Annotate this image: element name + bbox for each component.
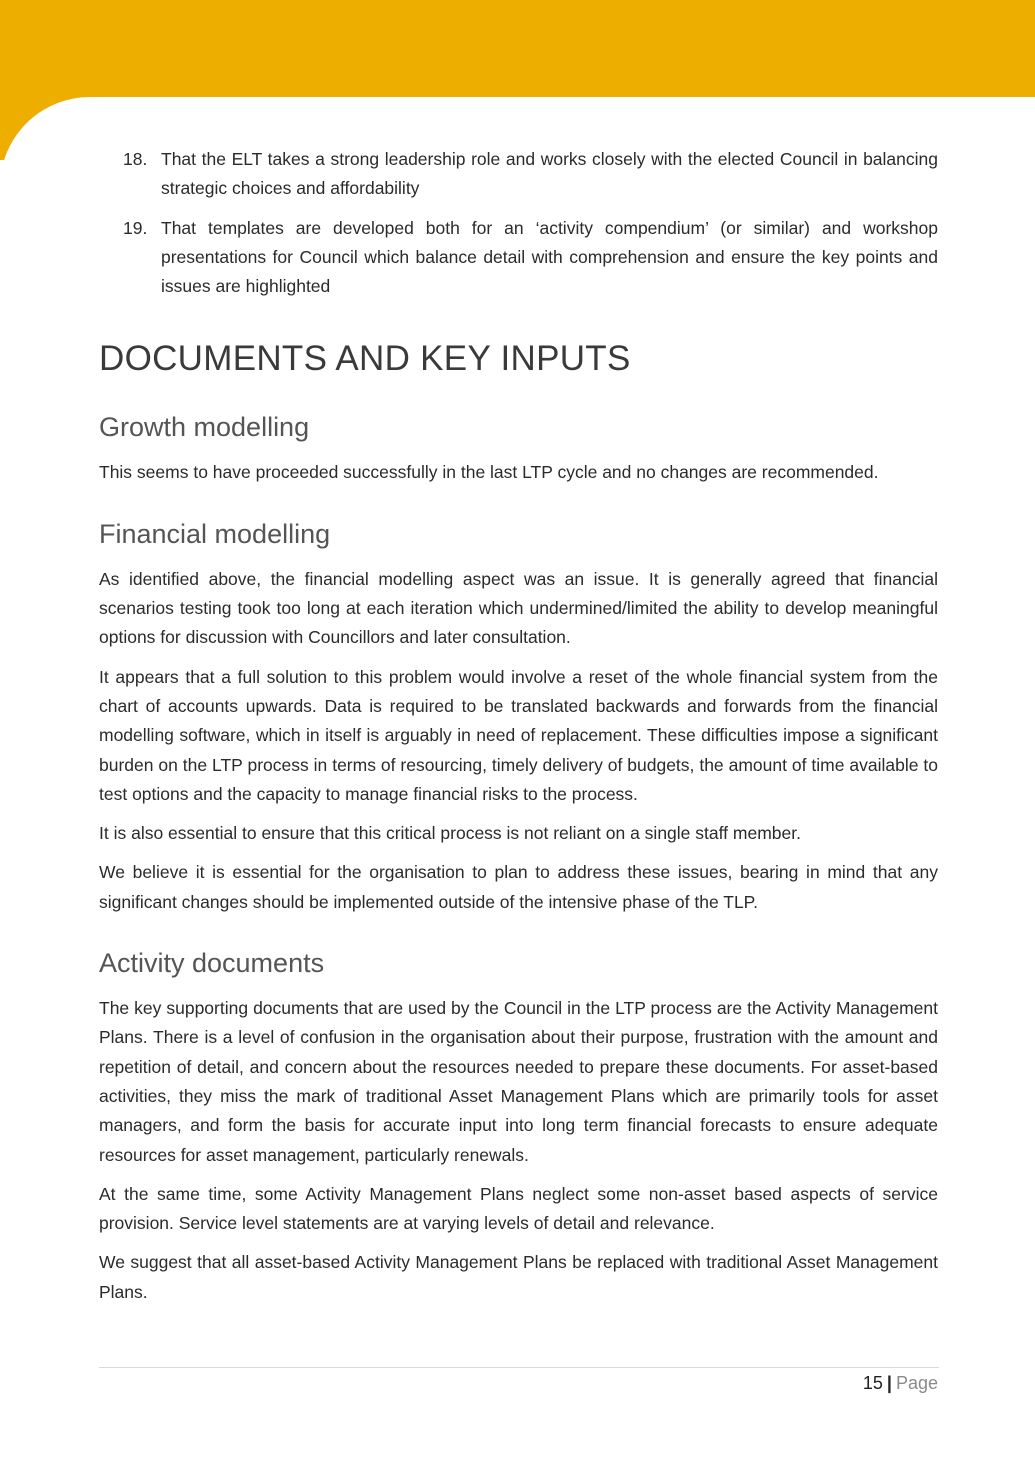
subsection-heading-financial: Financial modelling bbox=[99, 518, 331, 549]
section-title: DOCUMENTS AND KEY INPUTS bbox=[99, 339, 631, 379]
paragraph: At the same time, some Activity Management Plans neglect some non-asset based aspects of service provision. Service level statements are at varying levels of detail and relevance. bbox=[99, 1183, 938, 1234]
page-number: 15 bbox=[862, 1373, 883, 1393]
paragraph: The key supporting documents that are used by the Council in the LTP process are the Activity Management Plans. There is a level of confusion in the organisation about their purpose, frustration with the amount and repetition of detail, and concern about the resources needed to prepare these documents. For asset-based activities, they miss the mark of traditional Asset Management Plans which are primarily tools for asset managers, and form the basis for accurate input into long term financial forecasts to ensure adequate resources for asset management, particularly renewals. bbox=[99, 998, 938, 1165]
page-label: Page bbox=[895, 1373, 938, 1393]
page-content bbox=[99, 145, 938, 1317]
paragraph: We suggest that all asset-based Activity Management Plans be replaced with traditional Asset Management Plans. bbox=[99, 1252, 938, 1302]
recommendation-list bbox=[99, 145, 938, 301]
list-item bbox=[99, 145, 938, 204]
list-item-number: 18. bbox=[123, 149, 148, 169]
list-item-text: That templates are developed both for an ‘activity compendium’ (or similar) and workshop presentations for Council which balance detail with comprehension and ensure the key points and issues are highlighted bbox=[161, 217, 938, 297]
paragraph: We believe it is essential for the organisation to plan to address these issues, bearing in mind that any significant changes should be implemented outside of the intensive phase of the TLP. bbox=[99, 862, 938, 912]
subsection-heading-activity: Activity documents bbox=[99, 948, 325, 979]
paragraph: It appears that a full solution to this problem would involve a reset of the whole financial system from the chart of accounts upwards. Data is required to be translated backwards and forwards from the financial modelling software, which in itself is arguably in need of replacement. These difficulties impose a significant burden on the LTP process in terms of resourcing, timely delivery of budgets, the amount of time available to test options and the capacity to manage financial risks to the process. bbox=[99, 666, 938, 804]
paragraph: It is also essential to ensure that this critical process is not reliant on a single staff member. bbox=[99, 823, 801, 844]
list-item-number: 19. bbox=[123, 217, 148, 238]
footer-separator: | bbox=[886, 1373, 892, 1393]
subsection-heading-growth: Growth modelling bbox=[99, 412, 310, 443]
list-item-text: That the ELT takes a strong leadership role and works closely with the elected Council in balancing strategic choices and affordability bbox=[161, 149, 938, 199]
footer-divider bbox=[99, 1367, 939, 1368]
list-item bbox=[99, 214, 938, 302]
paragraph: This seems to have proceeded successfully in the last LTP cycle and no changes are recommended. bbox=[99, 462, 879, 483]
paragraph: As identified above, the financial modelling aspect was an issue. It is generally agreed that financial scenarios testing took too long at each iteration which undermined/limited the ability to develop meaningful options for discussion with Councillors and later consultation. bbox=[99, 568, 938, 648]
page-footer bbox=[863, 1371, 938, 1395]
